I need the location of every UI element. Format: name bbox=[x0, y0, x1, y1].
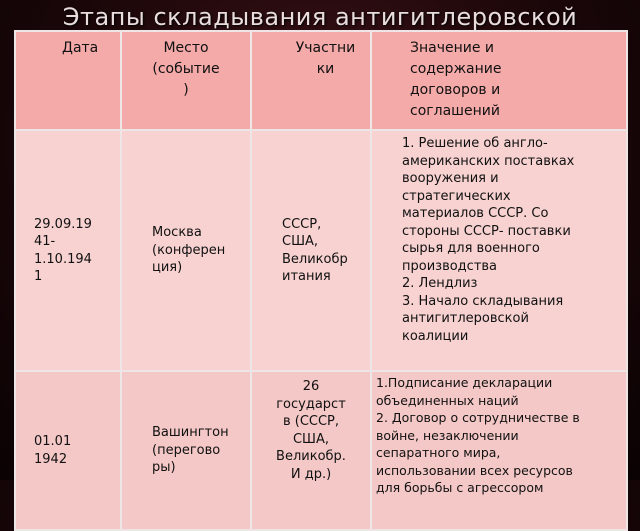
row-meaning-cell: 1.Подписание декларации объединенных наций 2. Договор о сотрудничестве в войне, незаключении сепаратного мира, использовании всех ресурсов для борьбы с агрессором bbox=[371, 371, 627, 530]
row-place-cell: Москва (конферен ция) bbox=[121, 130, 251, 371]
row-date-cell: 01.01 1942 bbox=[15, 371, 121, 530]
row-place-cell: Вашингтон (перегово ры) bbox=[121, 371, 251, 530]
header-place: Место (событие ) bbox=[121, 31, 251, 130]
row-participants-cell: 26 государст в (СССР, США, Великобр. И др.) bbox=[251, 371, 371, 530]
row-date-cell: 29.09.19 41- 1.10.194 1 bbox=[15, 130, 121, 371]
table-row bbox=[15, 130, 627, 371]
header-participants: Участни ки bbox=[251, 31, 371, 130]
row-meaning-cell: 1. Решение об англо- американских поставках вооружения и стратегических материалов СССР. Со стороны СССР- поставки сырья для военного производства 2. Лендлиз 3. Начало складывания антигитлеровской коалиции bbox=[371, 130, 627, 371]
slide-title: Этапы складывания антигитлеровской bbox=[62, 3, 578, 31]
header-date: Дата bbox=[15, 31, 121, 130]
row-participants-cell: СССР, США, Великобр итания bbox=[251, 130, 371, 371]
coalition-stages-table bbox=[14, 30, 628, 531]
header-meaning: Значение и содержание договоров и соглашений bbox=[371, 31, 627, 130]
table-header-row bbox=[15, 31, 627, 130]
table-row bbox=[15, 371, 627, 530]
